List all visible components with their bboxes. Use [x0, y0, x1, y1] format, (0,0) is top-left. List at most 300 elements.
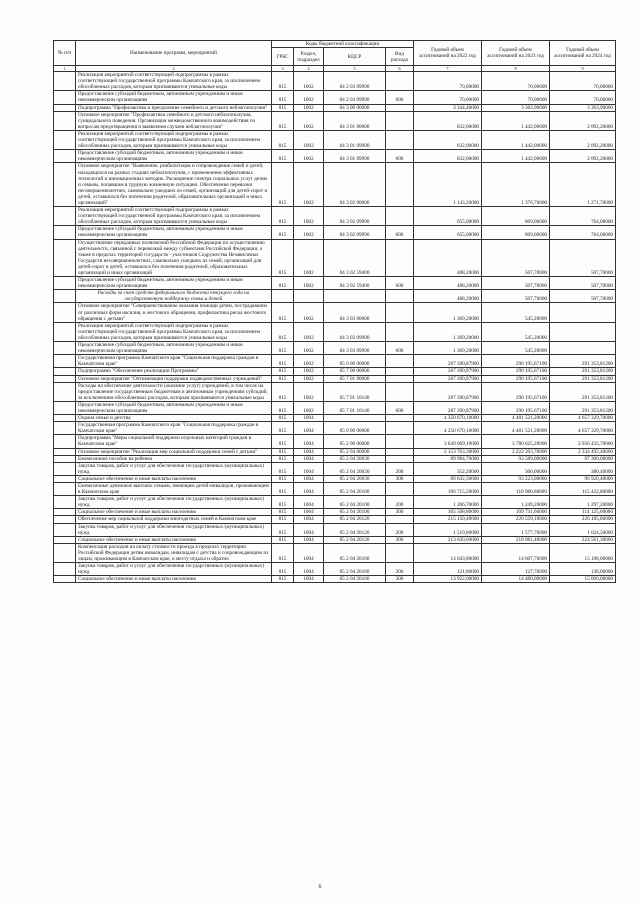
row-kcsr-cell: 05 2 04 20030: [324, 475, 386, 482]
row-kcsr-cell: 05 2 04 20030: [324, 462, 386, 475]
row-kcsr-cell: [324, 415, 386, 422]
row-2022-cell: 655,00000: [414, 226, 482, 239]
row-2022-cell: 14 043,80000: [414, 543, 482, 562]
row-vr-cell: 600: [386, 401, 414, 414]
row-razdel-cell: 1004: [294, 422, 324, 435]
row-grbs-cell: 815: [272, 111, 294, 130]
header-codes-group: Коды бюджетной классификации: [272, 41, 414, 48]
header-razdel: Раздел, подраздел: [294, 48, 324, 66]
row-2024-cell: 2 092,20000: [550, 130, 616, 149]
row-2022-cell: 121,80000: [414, 563, 482, 576]
column-index-cell: 7: [414, 66, 482, 72]
table-row: [54, 207, 616, 226]
row-num-cell: [54, 150, 76, 163]
row-vr-cell: [386, 355, 414, 368]
row-2023-cell: 1 376,70000: [482, 163, 550, 207]
row-vr-cell: [386, 303, 414, 322]
row-vr-cell: 200: [386, 462, 414, 475]
row-vr-cell: [386, 104, 414, 111]
row-2022-cell: 287 390,87900: [414, 368, 482, 375]
row-2024-cell: 15 198,00000: [550, 543, 616, 562]
column-index-cell: 5: [324, 66, 386, 72]
row-num-cell: [54, 422, 76, 435]
row-2024-cell: 291 353,81200: [550, 382, 616, 401]
column-index-cell: 9: [550, 66, 616, 72]
row-name-cell: Социальное обеспечение и иные выплаты населению: [76, 509, 272, 516]
row-2024-cell: 97 300,00000: [550, 455, 616, 462]
row-vr-cell: 200: [386, 496, 414, 509]
row-2024-cell: 2 092,20000: [550, 150, 616, 163]
row-grbs-cell: 815: [272, 401, 294, 414]
row-name-cell: Основное мероприятие "Реализация мер социальной поддержки семей с детьми": [76, 448, 272, 455]
row-2023-cell: 4 481 521,20000: [482, 415, 550, 422]
row-2022-cell: 832,00000: [414, 130, 482, 149]
row-2022-cell: 213 630,60000: [414, 536, 482, 543]
row-kcsr-cell: 05 2 04 20100: [324, 496, 386, 509]
row-razdel-cell: 1004: [294, 475, 324, 482]
row-num-cell: [54, 355, 76, 368]
row-name-cell: Основное мероприятие "Оптимизация поддержки подведомственных учреждений": [76, 375, 272, 382]
row-name-cell: Ежемесячные денежные выплаты семьям, имеющим детей-инвалидов, проживающим в Камчатском крае: [76, 483, 272, 496]
row-num-cell: [54, 509, 76, 516]
row-name-cell: Предоставление субсидий бюджетным, автономным учреждениям и иным некоммерческим организациям: [76, 91, 272, 104]
row-2023-cell: 14 480,00000: [482, 576, 550, 583]
row-2022-cell: 287 390,87900: [414, 382, 482, 401]
row-razdel-cell: 1002: [294, 111, 324, 130]
row-name-cell: Предоставление субсидий бюджетным, автономным учреждениям и иным некоммерческим организациям: [76, 342, 272, 355]
row-2024-cell: 70,00000: [550, 72, 616, 91]
row-kcsr-cell: 05 7 01 10140: [324, 401, 386, 414]
row-2022-cell: 287 390,87900: [414, 355, 482, 368]
row-2022-cell: 488,20000: [414, 239, 482, 277]
row-vr-cell: 600: [386, 91, 414, 104]
row-num-cell: [54, 207, 76, 226]
row-num-cell: [54, 163, 76, 207]
row-2024-cell: 15 060,00000: [550, 576, 616, 583]
row-2024-cell: 764,00000: [550, 207, 616, 226]
row-name-cell: Ежемесячное пособие на ребенка: [76, 455, 272, 462]
row-2022-cell: 105 508,80000: [414, 509, 482, 516]
row-grbs-cell: 815: [272, 576, 294, 583]
row-name-cell: Компенсация расходов на оплату стоимости проезда в пределах территории Российской Федерации детям инвалидам, инвалидам с детства и сопровождающим их лицам, проживающим в Камчатском крае, к месту отдыха и обратно: [76, 543, 272, 562]
row-kcsr-cell: 05 0 00 00000: [324, 422, 386, 435]
row-2024-cell: 114 125,60000: [550, 509, 616, 516]
row-kcsr-cell: 05 7 01 00000: [324, 375, 386, 382]
row-grbs-cell: 815: [272, 509, 294, 516]
row-2024-cell: 507,70000: [550, 290, 616, 303]
table-row: [54, 150, 616, 163]
row-razdel-cell: 1004: [294, 496, 324, 509]
row-2023-cell: 869,00000: [482, 207, 550, 226]
table-row: [54, 536, 616, 543]
row-2022-cell: 4 250 670,10000: [414, 422, 482, 435]
row-2024-cell: 224 561,30000: [550, 536, 616, 543]
table-row: [54, 563, 616, 576]
row-2023-cell: 507,70000: [482, 290, 550, 303]
row-2022-cell: 488,20000: [414, 277, 482, 290]
row-kcsr-cell: 04 3 03 09990: [324, 342, 386, 355]
row-kcsr-cell: 04 3 01 00000: [324, 111, 386, 130]
row-vr-cell: 300: [386, 509, 414, 516]
row-num-cell: [54, 496, 76, 509]
table-row: [54, 448, 616, 455]
row-num-cell: [54, 375, 76, 382]
row-2022-cell: 1 369,20000: [414, 342, 482, 355]
row-num-cell: [54, 104, 76, 111]
budget-allocation-table: [53, 40, 616, 583]
row-grbs-cell: 815: [272, 475, 294, 482]
row-grbs-cell: 815: [272, 322, 294, 341]
row-grbs-cell: 815: [272, 375, 294, 382]
row-2022-cell: 13 922,00000: [414, 576, 482, 583]
row-2024-cell: 4 657 329,70000: [550, 415, 616, 422]
row-razdel-cell: 1004: [294, 435, 324, 448]
row-num-cell: [54, 130, 76, 149]
row-2022-cell: 1 369,20000: [414, 322, 482, 341]
row-razdel-cell: 1002: [294, 226, 324, 239]
row-razdel-cell: 1002: [294, 207, 324, 226]
row-num-cell: [54, 290, 76, 303]
row-2024-cell: 2 334 492,40000: [550, 448, 616, 455]
row-name-cell: Закупка товаров, работ и услуг для обеспечения государственных (муниципальных) нужд: [76, 496, 272, 509]
row-grbs-cell: 815: [272, 91, 294, 104]
row-2023-cell: 218 981,40000: [482, 536, 550, 543]
row-vr-cell: [386, 448, 414, 455]
row-name-cell: Подпрограмма "Профилактика и преодоление семейного и детского неблагополучия": [76, 104, 272, 111]
row-2023-cell: 1 577,70000: [482, 523, 550, 536]
row-vr-cell: 200: [386, 563, 414, 576]
row-2022-cell: 287 390,87900: [414, 401, 482, 414]
row-vr-cell: [386, 72, 414, 91]
row-grbs-cell: 815: [272, 448, 294, 455]
row-name-cell: Социальное обеспечение и иные выплаты населению: [76, 536, 272, 543]
row-razdel-cell: 1002: [294, 239, 324, 277]
row-name-cell: Закупка товаров, работ и услуг для обеспечения государственных (муниципальных) нужд: [76, 523, 272, 536]
row-2023-cell: 290 195,67100: [482, 368, 550, 375]
row-2023-cell: 220 559,10000: [482, 516, 550, 523]
table-row: [54, 576, 616, 583]
row-kcsr-cell: 05 2 04 20100: [324, 509, 386, 516]
row-razdel-cell: 1004: [294, 462, 324, 475]
row-2024-cell: [550, 303, 616, 322]
row-vr-cell: [386, 435, 414, 448]
row-2024-cell: 1 297,20000: [550, 496, 616, 509]
row-grbs-cell: 815: [272, 342, 294, 355]
row-2023-cell: 2 222 203,70000: [482, 448, 550, 455]
row-kcsr-cell: 04 3 02 00000: [324, 163, 386, 207]
row-2024-cell: 3 956 435,70000: [550, 435, 616, 448]
row-vr-cell: 600: [386, 342, 414, 355]
row-grbs-cell: 815: [272, 163, 294, 207]
row-2023-cell: 869,00000: [482, 226, 550, 239]
row-2022-cell: 1 143,20000: [414, 163, 482, 207]
table-row: [54, 104, 616, 111]
row-2022-cell: 2 153 763,30000: [414, 448, 482, 455]
row-kcsr-cell: 05 2 04 20120: [324, 536, 386, 543]
row-2024-cell: 4 657 329,70000: [550, 422, 616, 435]
row-name-cell: Предоставление субсидий бюджетным, автономным учреждениям и иным некоммерческим организациям: [76, 226, 272, 239]
row-2022-cell: 1 369,20000: [414, 303, 482, 322]
table-row: [54, 475, 616, 482]
table-row: [54, 382, 616, 401]
row-grbs-cell: 815: [272, 104, 294, 111]
row-vr-cell: 300: [386, 536, 414, 543]
row-2022-cell: 832,00000: [414, 150, 482, 163]
row-razdel-cell: 1002: [294, 375, 324, 382]
row-2024-cell: [550, 342, 616, 355]
row-kcsr-cell: 05 2 04 20160: [324, 576, 386, 583]
row-kcsr-cell: 04 3 02 09990: [324, 207, 386, 226]
row-2022-cell: 287 390,87900: [414, 375, 482, 382]
row-grbs-cell: 815: [272, 496, 294, 509]
row-num-cell: [54, 277, 76, 290]
row-num-cell: [54, 576, 76, 583]
row-2023-cell: 3 780 625,20000: [482, 435, 550, 448]
row-vr-cell: [386, 368, 414, 375]
row-num-cell: [54, 435, 76, 448]
row-grbs-cell: 815: [272, 150, 294, 163]
row-grbs-cell: 815: [272, 239, 294, 277]
row-kcsr-cell: 05 7 00 00000: [324, 368, 386, 375]
row-razdel-cell: 1002: [294, 355, 324, 368]
row-grbs-cell: 815: [272, 536, 294, 543]
row-vr-cell: 600: [386, 226, 414, 239]
row-grbs-cell: 815: [272, 422, 294, 435]
row-2024-cell: 115 422,80000: [550, 483, 616, 496]
row-razdel-cell: 1002: [294, 368, 324, 375]
row-2023-cell: 14 607,70000: [482, 543, 550, 562]
table-row: [54, 239, 616, 277]
row-2024-cell: 764,00000: [550, 226, 616, 239]
table-row: [54, 290, 616, 303]
row-razdel-cell: 1004: [294, 455, 324, 462]
row-vr-cell: 300: [386, 576, 414, 583]
row-grbs-cell: 815: [272, 207, 294, 226]
header-grbs: ГРБС: [272, 48, 294, 66]
row-2023-cell: 110 980,80000: [482, 483, 550, 496]
row-num-cell: [54, 368, 76, 375]
row-kcsr-cell: 05 2 00 00000: [324, 435, 386, 448]
row-grbs-cell: 815: [272, 483, 294, 496]
row-kcsr-cell: 04 3 02 59400: [324, 239, 386, 277]
table-row: [54, 163, 616, 207]
row-razdel-cell: 1002: [294, 277, 324, 290]
row-grbs-cell: 815: [272, 563, 294, 576]
table-row: [54, 91, 616, 104]
header-kcsr: КЦСР: [324, 48, 386, 66]
row-2024-cell: 1 271,70000: [550, 163, 616, 207]
row-razdel-cell: 1002: [294, 342, 324, 355]
row-2022-cell: 832,00000: [414, 111, 482, 130]
row-2023-cell: 290 195,67100: [482, 382, 550, 401]
row-name-cell: Предоставление субсидий бюджетным, автономным учреждениям и иным некоммерческим организациям: [76, 277, 272, 290]
row-grbs-cell: 815: [272, 303, 294, 322]
row-name-cell: Охрана семьи и детства: [76, 415, 272, 422]
row-kcsr-cell: 05 2 04 20160: [324, 563, 386, 576]
row-name-cell: Основное мероприятие "Выявление, реабилитация и сопровождение семей и детей, находящихся на разных стадиях неблагополучия, с применением эффективных технологий и инновационных методик. Расширение спектра социальных услуг детям и семьям, попавшим в трудную жизненную ситуацию. Обеспечение перевозки несовершеннолетних, самовольно ушедших из семей, организаций для детей-сирот и детей, оставшихся без попечения родителей, образовательных организаций и иных организаций": [76, 163, 272, 207]
row-grbs-cell: 815: [272, 355, 294, 368]
row-2024-cell: 1 624,50000: [550, 523, 616, 536]
row-name-cell: Расходы за счет средств федерального бюджета текущего года на государственную поддержку семьи и детей: [76, 290, 272, 303]
row-num-cell: [54, 322, 76, 341]
row-kcsr-cell: 05 2 04 20160: [324, 543, 386, 562]
row-kcsr-cell: 04 2 03 09990: [324, 72, 386, 91]
header-2024: Годовой объем ассигнований на 2024 год: [550, 41, 616, 66]
row-grbs-cell: 815: [272, 130, 294, 149]
row-2023-cell: 290 195,67100: [482, 401, 550, 414]
row-name-cell: Основное мероприятие "Профилактика семейного и детского неблагополучия, суицидального поведения. Организация межведомственного взаимодействия по вопросам предотвращения и выявления случаев неблагополучия": [76, 111, 272, 130]
row-2023-cell: 545,20000: [482, 322, 550, 341]
row-2023-cell: 1 442,00000: [482, 111, 550, 130]
row-vr-cell: [386, 415, 414, 422]
row-num-cell: [54, 462, 76, 475]
row-num-cell: [54, 543, 76, 562]
column-index-cell: 4: [294, 66, 324, 72]
row-num-cell: [54, 91, 76, 104]
row-kcsr-cell: 05 2 04 20100: [324, 483, 386, 496]
row-2024-cell: 291 353,81200: [550, 375, 616, 382]
row-2024-cell: 96 920,40000: [550, 475, 616, 482]
row-kcsr-cell: 04 3 02 59400: [324, 277, 386, 290]
row-num-cell: [54, 536, 76, 543]
row-razdel-cell: 1002: [294, 130, 324, 149]
row-razdel-cell: 1004: [294, 536, 324, 543]
row-razdel-cell: 1004: [294, 563, 324, 576]
table-row: [54, 355, 616, 368]
row-razdel-cell: 1002: [294, 150, 324, 163]
row-2022-cell: 1 206,70000: [414, 496, 482, 509]
row-grbs-cell: 815: [272, 516, 294, 523]
row-razdel-cell: 1004: [294, 523, 324, 536]
row-grbs-cell: 815: [272, 415, 294, 422]
row-2023-cell: 366,00000: [482, 462, 550, 475]
header-vr: Вид расхода: [386, 48, 414, 66]
row-razdel-cell: 1004: [294, 448, 324, 455]
row-2022-cell: 70,00000: [414, 72, 482, 91]
row-2024-cell: 138,00000: [550, 563, 616, 576]
row-vr-cell: [386, 543, 414, 562]
row-2024-cell: 380,40000: [550, 462, 616, 475]
table-body: [54, 72, 616, 583]
row-vr-cell: [386, 239, 414, 277]
row-kcsr-cell: 05 2 04 00000: [324, 448, 386, 455]
row-num-cell: [54, 483, 76, 496]
row-name-cell: Расходы на обеспечение деятельности (оказание услуг) учреждений, в том числе на предоставление государственным бюджетным и автономным учреждениям субсидий, за исключением обособленных расходов, которым присваиваются уникальные коды: [76, 382, 272, 401]
row-2022-cell: 89 984,70000: [414, 455, 482, 462]
table-row: [54, 496, 616, 509]
row-2024-cell: 2 092,20000: [550, 111, 616, 130]
table-row: [54, 483, 616, 496]
row-2023-cell: 545,20000: [482, 342, 550, 355]
row-2022-cell: 1 519,80000: [414, 523, 482, 536]
row-num-cell: [54, 523, 76, 536]
row-name-cell: Закупка товаров, работ и услуг для обеспечения государственных (муниципальных) нужд: [76, 563, 272, 576]
row-2023-cell: 109 731,60000: [482, 509, 550, 516]
row-2022-cell: 89 632,50000: [414, 475, 482, 482]
row-num-cell: [54, 239, 76, 277]
row-num-cell: [54, 475, 76, 482]
row-num-cell: [54, 516, 76, 523]
row-vr-cell: [386, 207, 414, 226]
row-name-cell: Реализация мероприятий соответствующей подпрограммы в рамках соответствующей государственной программы Камчатского края, за исключением обособленных расходов, которым присваиваются уникальные коды: [76, 322, 272, 341]
table-row: [54, 368, 616, 375]
row-name-cell: Закупка товаров, работ и услуг для обеспечения государственных (муниципальных) нужд: [76, 462, 272, 475]
row-name-cell: Государственная программа Камчатского края "Социальная поддержка граждан в Камчатском крае": [76, 355, 272, 368]
header-2022: Годовой объем ассигнований на 2022 год: [414, 41, 482, 66]
table-row: [54, 322, 616, 341]
row-2022-cell: 106 715,50000: [414, 483, 482, 496]
row-name-cell: Социальное обеспечение и иные выплаты населению: [76, 475, 272, 482]
row-2023-cell: 1 249,20000: [482, 496, 550, 509]
row-razdel-cell: 1002: [294, 104, 324, 111]
row-num-cell: [54, 111, 76, 130]
table-row: [54, 303, 616, 322]
row-2023-cell: 1 442,00000: [482, 130, 550, 149]
row-vr-cell: [386, 322, 414, 341]
row-2023-cell: 507,70000: [482, 239, 550, 277]
row-kcsr-cell: 05 2 04 20030: [324, 455, 386, 462]
row-num-cell: [54, 448, 76, 455]
row-name-cell: Реализация мероприятий соответствующей подпрограммы в рамках соответствующей государственной программы Камчатского края, за исключением обособленных расходов, которым присваиваются уникальные коды: [76, 207, 272, 226]
row-2023-cell: 290 195,67100: [482, 375, 550, 382]
row-grbs-cell: 815: [272, 382, 294, 401]
row-2024-cell: 3 363,90000: [550, 104, 616, 111]
row-razdel-cell: 1004: [294, 415, 324, 422]
row-vr-cell: [386, 375, 414, 382]
row-2024-cell: 507,70000: [550, 239, 616, 277]
row-2024-cell: 291 353,81200: [550, 401, 616, 414]
row-vr-cell: [386, 483, 414, 496]
column-index-cell: 8: [482, 66, 550, 72]
row-grbs-cell: 815: [272, 455, 294, 462]
row-num-cell: [54, 72, 76, 91]
row-kcsr-cell: 04 3 01 09990: [324, 130, 386, 149]
row-name-cell: Предоставление субсидий бюджетным, автономным учреждениям и иным некоммерческим организациям: [76, 401, 272, 414]
row-name-cell: Основное мероприятие "Совершенствование оказания помощи детям, пострадавшим от различных форм насилия, и жестокого обращения, профилактика риска жестокого обращения с детьми": [76, 303, 272, 322]
row-kcsr-cell: 04 3 02 09990: [324, 226, 386, 239]
header-2023: Годовой объем ассигнований на 2023 год: [482, 41, 550, 66]
row-num-cell: [54, 455, 76, 462]
table-row: [54, 226, 616, 239]
row-2023-cell: 507,70000: [482, 277, 550, 290]
row-vr-cell: [386, 382, 414, 401]
row-name-cell: Подпрограмма "Меры социальной поддержки отдельных категорий граждан в Камчатском крае": [76, 435, 272, 448]
row-grbs-cell: 815: [272, 72, 294, 91]
row-2023-cell: 93 223,00000: [482, 475, 550, 482]
row-vr-cell: 200: [386, 523, 414, 536]
row-vr-cell: [386, 130, 414, 149]
column-index-cell: 1: [54, 66, 76, 72]
row-2024-cell: 507,70000: [550, 277, 616, 290]
header-num: № п/п: [54, 41, 76, 66]
row-2022-cell: 70,00000: [414, 91, 482, 104]
table-row: [54, 342, 616, 355]
row-2023-cell: 3 363,90000: [482, 104, 550, 111]
table-row: [54, 516, 616, 523]
row-2023-cell: 4 481 521,20000: [482, 422, 550, 435]
row-name-cell: Реализация мероприятий соответствующей подпрограммы в рамках соответствующей государственной программы Камчатского края, за исключением обособленных расходов, которым присваиваются уникальные коды: [76, 130, 272, 149]
row-kcsr-cell: 04 3 01 09990: [324, 150, 386, 163]
header-name: Наименование программ, мероприятий: [76, 41, 272, 66]
row-num-cell: [54, 382, 76, 401]
row-grbs-cell: 815: [272, 462, 294, 475]
row-kcsr-cell: 05 2 04 20120: [324, 516, 386, 523]
column-index-cell: 6: [386, 66, 414, 72]
row-kcsr-cell: 05 0 00 00000: [324, 355, 386, 368]
row-grbs-cell: [272, 290, 294, 303]
row-2022-cell: 215 150,40000: [414, 516, 482, 523]
row-vr-cell: [386, 516, 414, 523]
